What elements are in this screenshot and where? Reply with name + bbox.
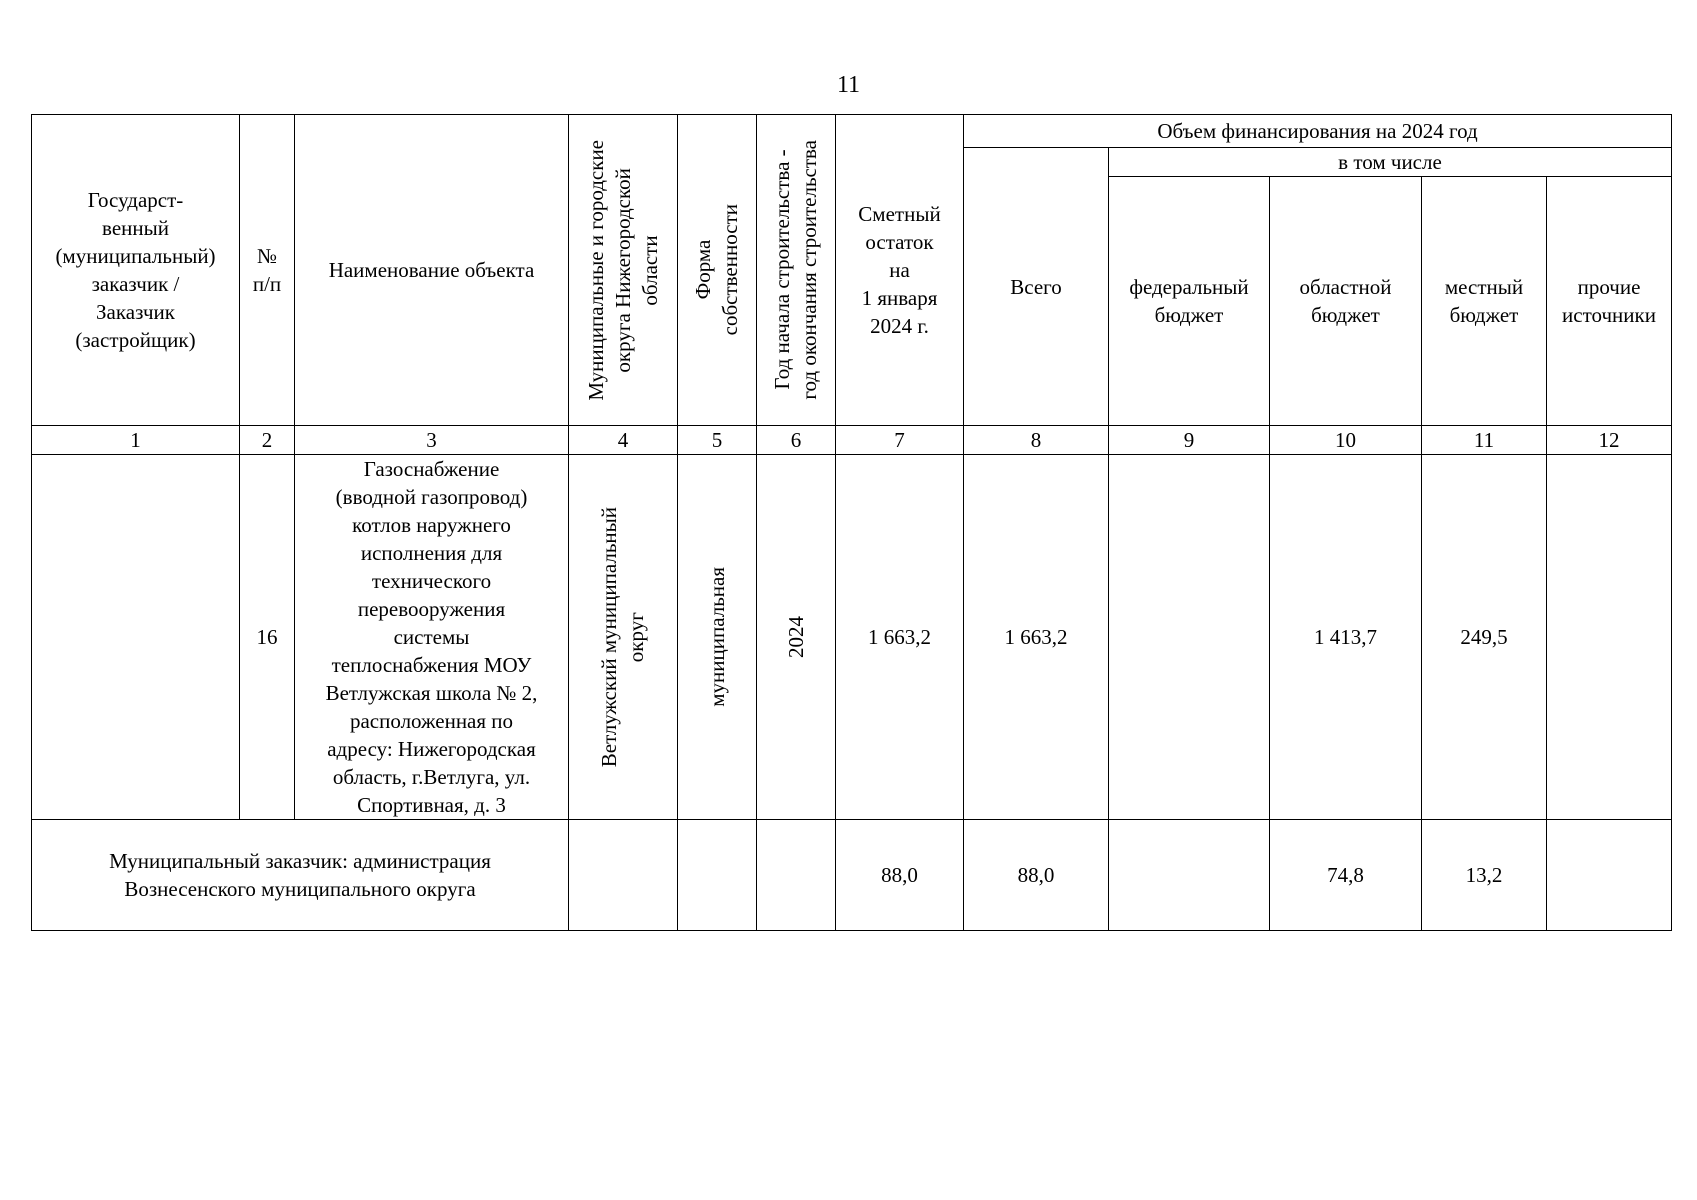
row-years: 2024: [757, 455, 836, 820]
column-number: 8: [964, 426, 1109, 455]
summary-total: 88,0: [964, 820, 1109, 931]
header-other: прочие источники: [1547, 177, 1672, 426]
header-financing-group: Объем финансирования на 2024 год: [964, 115, 1672, 148]
financing-table: [31, 114, 1672, 931]
header-federal: федеральный бюджет: [1109, 177, 1270, 426]
header-total: Всего: [964, 148, 1109, 426]
column-number: 2: [240, 426, 295, 455]
column-number: 1: [32, 426, 240, 455]
header-including: в том числе: [1109, 148, 1672, 177]
summary-ownership: [678, 820, 757, 931]
header-object-name: Наименование объекта: [295, 115, 569, 426]
column-number: 9: [1109, 426, 1270, 455]
page-number: 11: [836, 72, 861, 98]
row-customer: [32, 455, 240, 820]
header-ownership: Форма собственности: [678, 115, 757, 426]
summary-other: [1547, 820, 1672, 931]
summary-local: 13,2: [1422, 820, 1547, 931]
column-number: 11: [1422, 426, 1547, 455]
row-object-name: Газоснабжение (вводной газопровод) котлов наружнего исполнения для технического перевооружения системы теплоснабжения МОУ Ветлужская школа № 2, расположенная по адресу: Нижегородская область, г.Ветлуга, ул. Спортивная, д. 3: [295, 455, 569, 820]
row-local: 249,5: [1422, 455, 1547, 820]
summary-regional: 74,8: [1270, 820, 1422, 931]
header-customer: Государст- венный (муниципальный) заказчик / Заказчик (застройщик): [32, 115, 240, 426]
column-number: 4: [569, 426, 678, 455]
table-row: [32, 455, 1672, 820]
row-number: 16: [240, 455, 295, 820]
summary-row: [32, 820, 1672, 931]
row-regional: 1 413,7: [1270, 455, 1422, 820]
summary-municipality: [569, 820, 678, 931]
column-numbers-row: [32, 426, 1672, 455]
column-number: 6: [757, 426, 836, 455]
row-estimate-balance: 1 663,2: [836, 455, 964, 820]
summary-federal: [1109, 820, 1270, 931]
header-number: № п/п: [240, 115, 295, 426]
header-municipality: Муниципальные и городские округа Нижегородской области: [569, 115, 678, 426]
header-construction-years: Год начала строительства - год окончания строительства: [757, 115, 836, 426]
row-federal: [1109, 455, 1270, 820]
summary-label: Муниципальный заказчик: администрация Вознесенского муниципального округа: [32, 820, 569, 931]
row-ownership: муниципальная: [678, 455, 757, 820]
column-number: 7: [836, 426, 964, 455]
header-row-1: [32, 115, 1672, 148]
row-other: [1547, 455, 1672, 820]
column-number: 12: [1547, 426, 1672, 455]
header-regional: областной бюджет: [1270, 177, 1422, 426]
summary-estimate-balance: 88,0: [836, 820, 964, 931]
summary-years: [757, 820, 836, 931]
header-estimate-balance: Сметный остаток на 1 января 2024 г.: [836, 115, 964, 426]
row-municipality: Ветлужский муниципальный округ: [569, 455, 678, 820]
column-number: 3: [295, 426, 569, 455]
column-number: 5: [678, 426, 757, 455]
header-local: местный бюджет: [1422, 177, 1547, 426]
column-number: 10: [1270, 426, 1422, 455]
row-total: 1 663,2: [964, 455, 1109, 820]
